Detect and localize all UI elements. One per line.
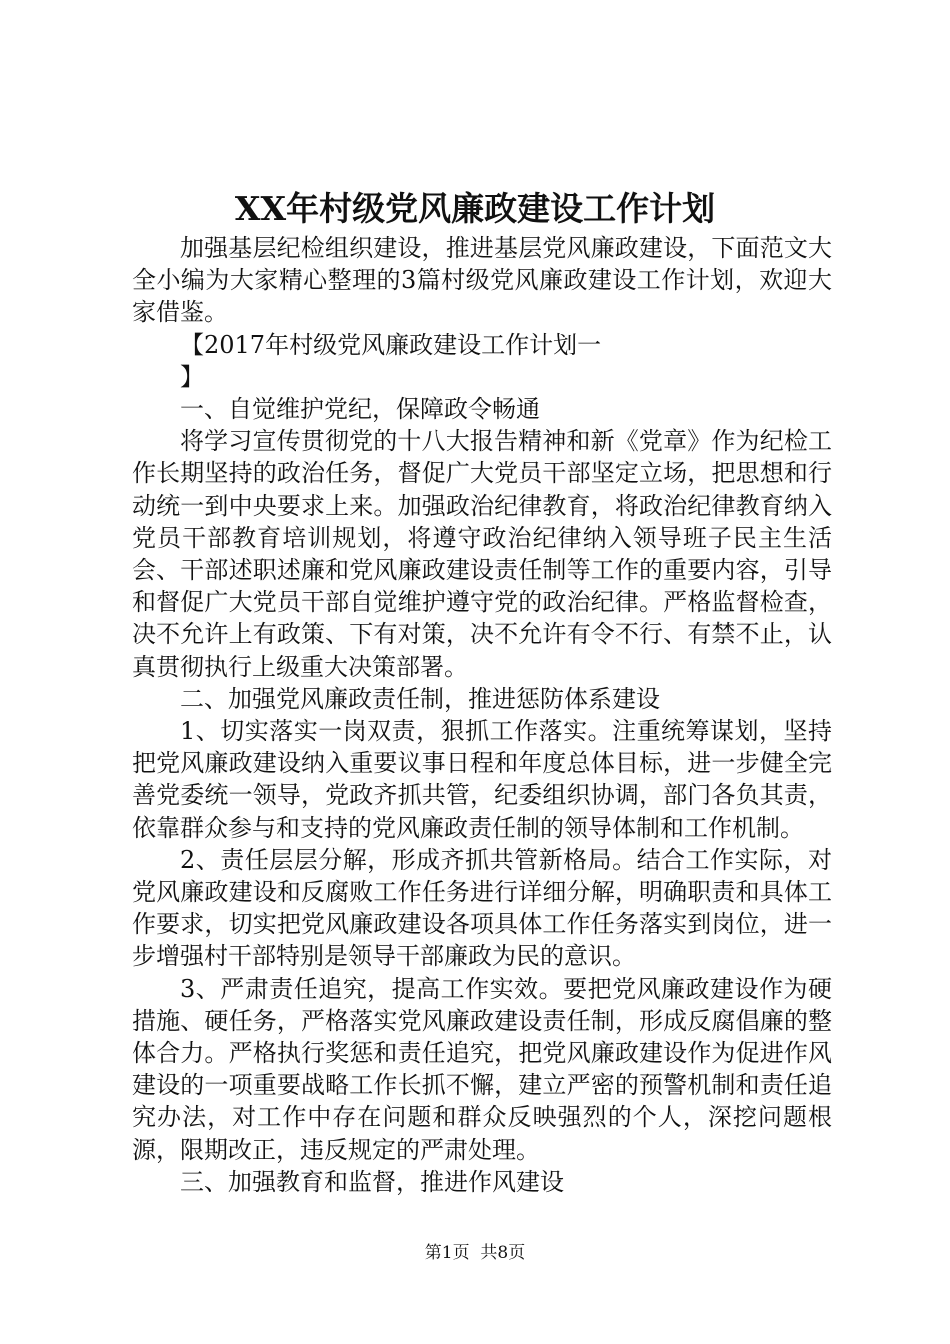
paragraph-intro: 加强基层纪检组织建设，推进基层党风廉政建设，下面范文大全小编为大家精心整理的3篇村级党风廉政建设工作计划，欢迎大家借鉴。 bbox=[132, 234, 832, 327]
document-body bbox=[132, 232, 832, 1198]
section-heading-1: 一、自觉维护党纪，保障政令畅通 bbox=[180, 395, 540, 424]
paragraph-plan-heading: 【2017年村级党风廉政建设工作计划一 bbox=[180, 330, 602, 359]
paragraph-item-3: 3、严肃责任追究，提高工作实效。要把党风廉政建设作为硬措施、硬任务，严格落实党风廉政建设责任制，形成反腐倡廉的整体合力。严格执行奖惩和责任追究，把党风廉政建设作为促进作风建设的一项重要战略工作长抓不懈，建立严密的预警机制和责任追究办法，对工作中存在问题和群众反映强烈的个人，深挖问题根源，限期改正，违反规定的严肃处理。 bbox=[132, 974, 832, 1164]
document-title: XX年村级党风廉政建设工作计划 bbox=[234, 189, 716, 228]
section-heading-2: 二、加强党风廉政责任制，推进惩防体系建设 bbox=[180, 684, 660, 713]
paragraph-item-1: 1、切实落实一岗双责，狠抓工作落实。注重统筹谋划，坚持把党风廉政建设纳入重要议事日程和年度总体目标，进一步健全完善党委统一领导，党政齐抓共管，纪委组织协调，部门各负其责，依靠群众参与和支持的党风廉政责任制的领导体制和工作机制。 bbox=[132, 717, 832, 842]
paragraph-plan-heading-close: 】 bbox=[180, 362, 204, 391]
page-total: 共8页 bbox=[480, 1243, 526, 1263]
paragraph-section-1: 将学习宣传贯彻党的十八大报告精神和新《党章》作为纪检工作长期坚持的政治任务，督促广大党员干部坚定立场，把思想和行动统一到中央要求上来。加强政治纪律教育，将政治纪律教育纳入党员干部教育培训规划，将遵守政治纪律纳入领导班子民主生活会、干部述职述廉和党风廉政建设责任制等工作的重要内容，引导和督促广大党员干部自觉维护遵守党的政治纪律。严格监督检查，决不允许上有政策、下有对策，决不允许有令不行、有禁不止，认真贯彻执行上级重大决策部署。 bbox=[132, 427, 832, 681]
page-number: 第1页 bbox=[424, 1243, 470, 1263]
section-heading-3: 三、加强教育和监督，推进作风建设 bbox=[180, 1167, 564, 1196]
paragraph-item-2: 2、责任层层分解，形成齐抓共管新格局。结合工作实际，对党风廉政建设和反腐败工作任务进行详细分解，明确职责和具体工作要求，切实把党风廉政建设各项具体工作任务落实到岗位，进一步增强村干部特别是领导干部廉政为民的意识。 bbox=[132, 845, 832, 971]
page-footer bbox=[0, 1242, 950, 1264]
